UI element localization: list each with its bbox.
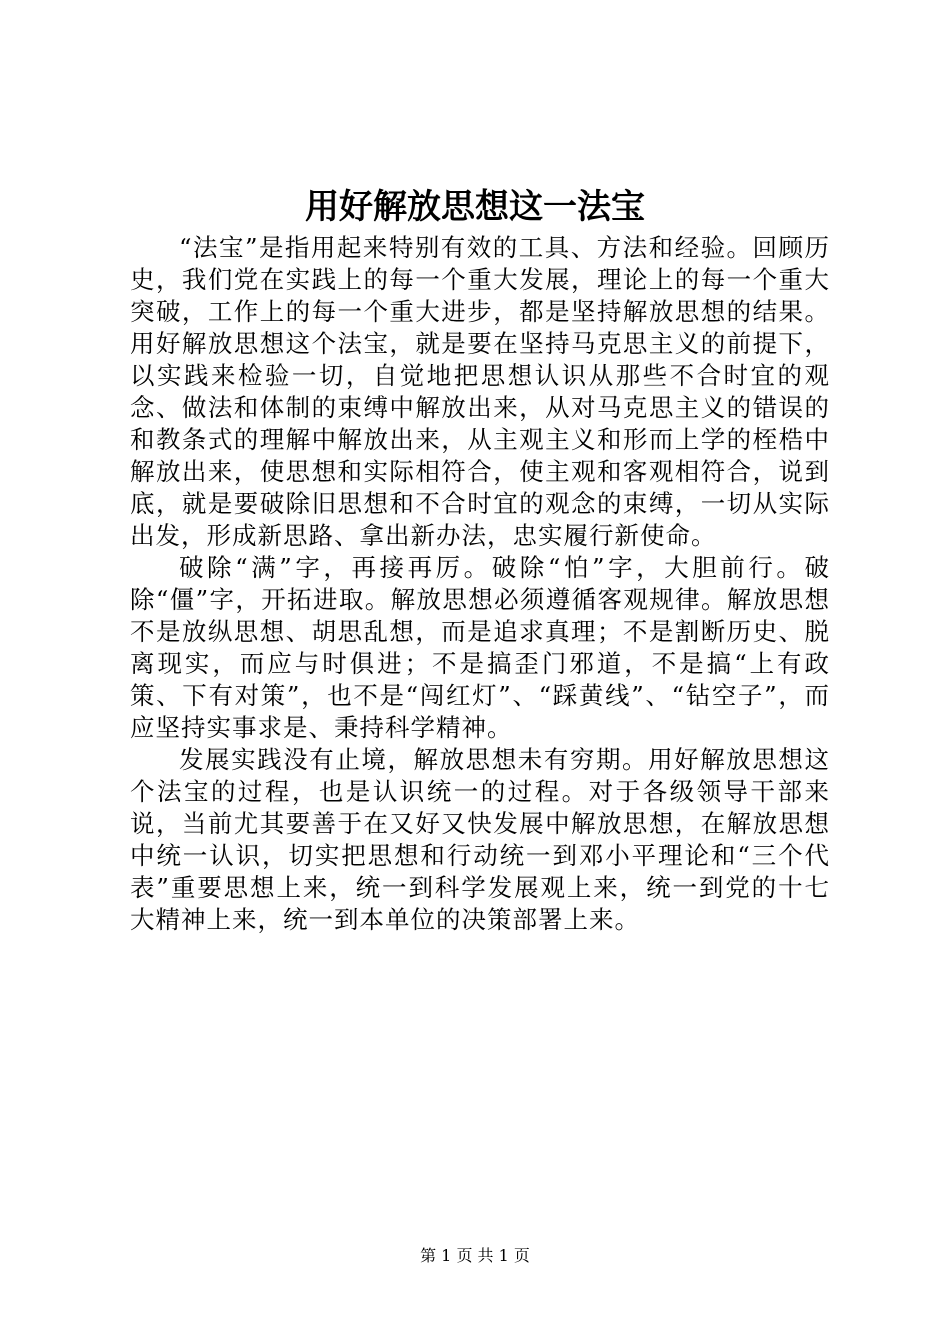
page-footer: 第 1 页 共 1 页 — [420, 1246, 530, 1265]
paragraph-3: 发展实践没有止境，解放思想未有穷期。用好解放思想这个法宝的过程，也是认识统一的过程。对于各级领导干部来说，当前尤其要善于在又好又快发展中解放思想，在解放思想中统一认识，切实把思想和行动统一到邓小平理论和“三个代表”重要思想上来，统一到科学发展观上来，统一到党的十七大精神上来，统一到本单位的决策部署上来。 — [130, 745, 830, 934]
document-title: 用好解放思想这一法宝 — [305, 187, 645, 227]
paragraph-2: 破除“满”字，再接再厉。破除“怕”字，大胆前行。破除“僵”字，开拓进取。解放思想必须遵循客观规律。解放思想不是放纵思想、胡思乱想，而是追求真理；不是割断历史、脱离现实，而应与时俱进；不是搞歪门邪道，不是搞“上有政策、下有对策”，也不是“闯红灯”、“踩黄线”、“钻空子”，而应坚持实事求是、秉持科学精神。 — [130, 553, 830, 742]
document-body — [130, 232, 830, 936]
paragraph-1: “法宝”是指用起来特别有效的工具、方法和经验。回顾历史，我们党在实践上的每一个重大发展，理论上的每一个重大突破，工作上的每一个重大进步，都是坚持解放思想的结果。用好解放思想这个法宝，就是要在坚持马克思主义的前提下，以实践来检验一切，自觉地把思想认识从那些不合时宜的观念、做法和体制的束缚中解放出来，从对马克思主义的错误的和教条式的理解中解放出来，从主观主义和形而上学的桎梏中解放出来，使思想和实际相符合，使主观和客观相符合，说到底，就是要破除旧思想和不合时宜的观念的束缚，一切从实际出发，形成新思路、拿出新办法，忠实履行新使命。 — [130, 233, 830, 550]
